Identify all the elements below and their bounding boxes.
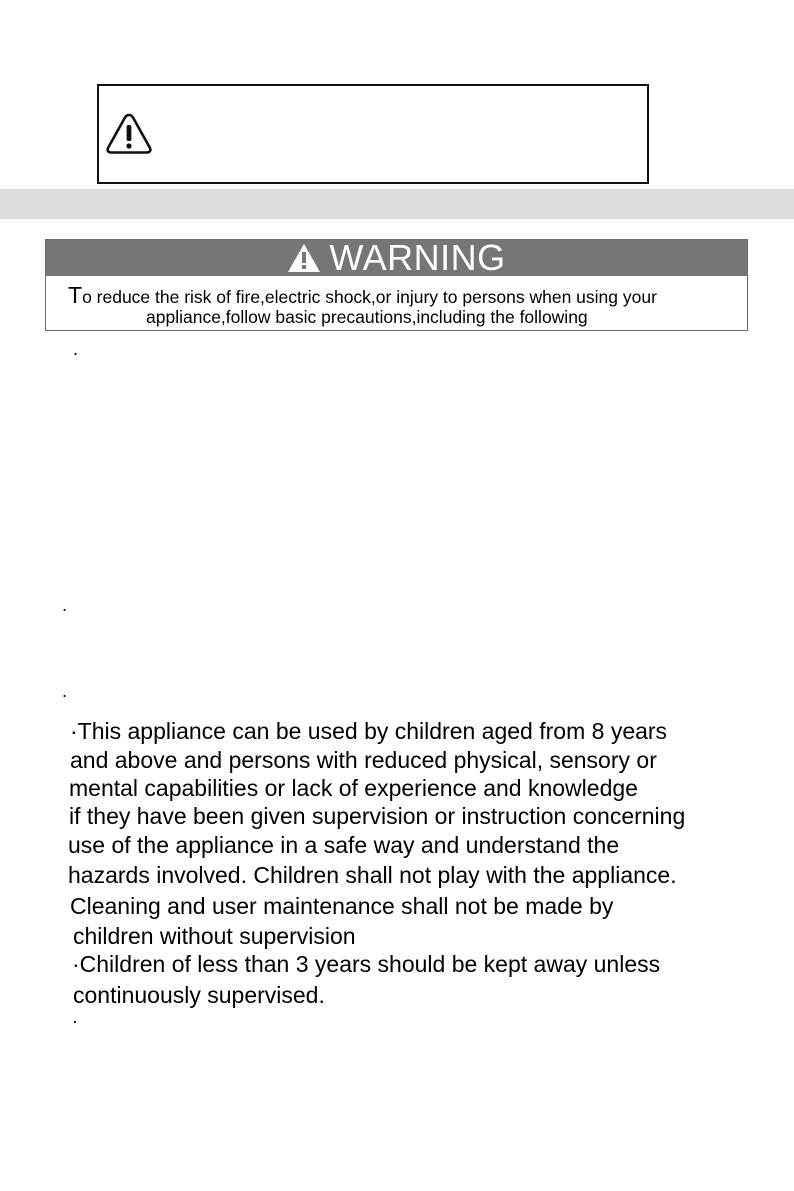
- warning-triangle-icon: [105, 112, 153, 156]
- body-text-line: Cleaning and user maintenance shall not be made by: [70, 893, 614, 919]
- warning-title: WARNING: [329, 237, 506, 278]
- gray-divider-band: [0, 189, 794, 219]
- body-text-line: hazards involved. Children shall not play with the appliance.: [68, 862, 677, 888]
- body-text-line: ·This appliance can be used by children aged from 8 years: [70, 718, 668, 744]
- bullet-dot: .: [62, 681, 68, 701]
- body-text-line: use of the appliance in a safe way and understand the: [68, 832, 620, 858]
- warning-triangle-icon: [287, 243, 321, 273]
- body-text-line: continuously supervised.: [73, 982, 325, 1008]
- warning-intro-line-1: [68, 282, 657, 309]
- warning-intro-line-2: appliance,follow basic precautions,including the following: [146, 307, 588, 327]
- body-text-line: children without supervision: [73, 923, 356, 949]
- warning-box: [45, 239, 748, 331]
- bullet-dot: .: [62, 595, 68, 615]
- bullet-dot: ·: [72, 1011, 78, 1031]
- caution-box: [97, 84, 649, 184]
- bullet-dot: .: [73, 339, 79, 359]
- body-text-line: mental capabilities or lack of experience and knowledge: [69, 775, 638, 801]
- body-text-line: and above and persons with reduced physical, sensory or: [70, 747, 657, 773]
- intro-first-letter: T: [68, 282, 83, 308]
- intro-line-1-text: o reduce the risk of fire,electric shock,or injury to persons when using your: [82, 287, 657, 307]
- warning-header: [46, 237, 747, 278]
- body-text-line: if they have been given supervision or instruction concerning: [69, 803, 686, 829]
- body-text-line: ·Children of less than 3 years should be kept away unless: [72, 951, 661, 977]
